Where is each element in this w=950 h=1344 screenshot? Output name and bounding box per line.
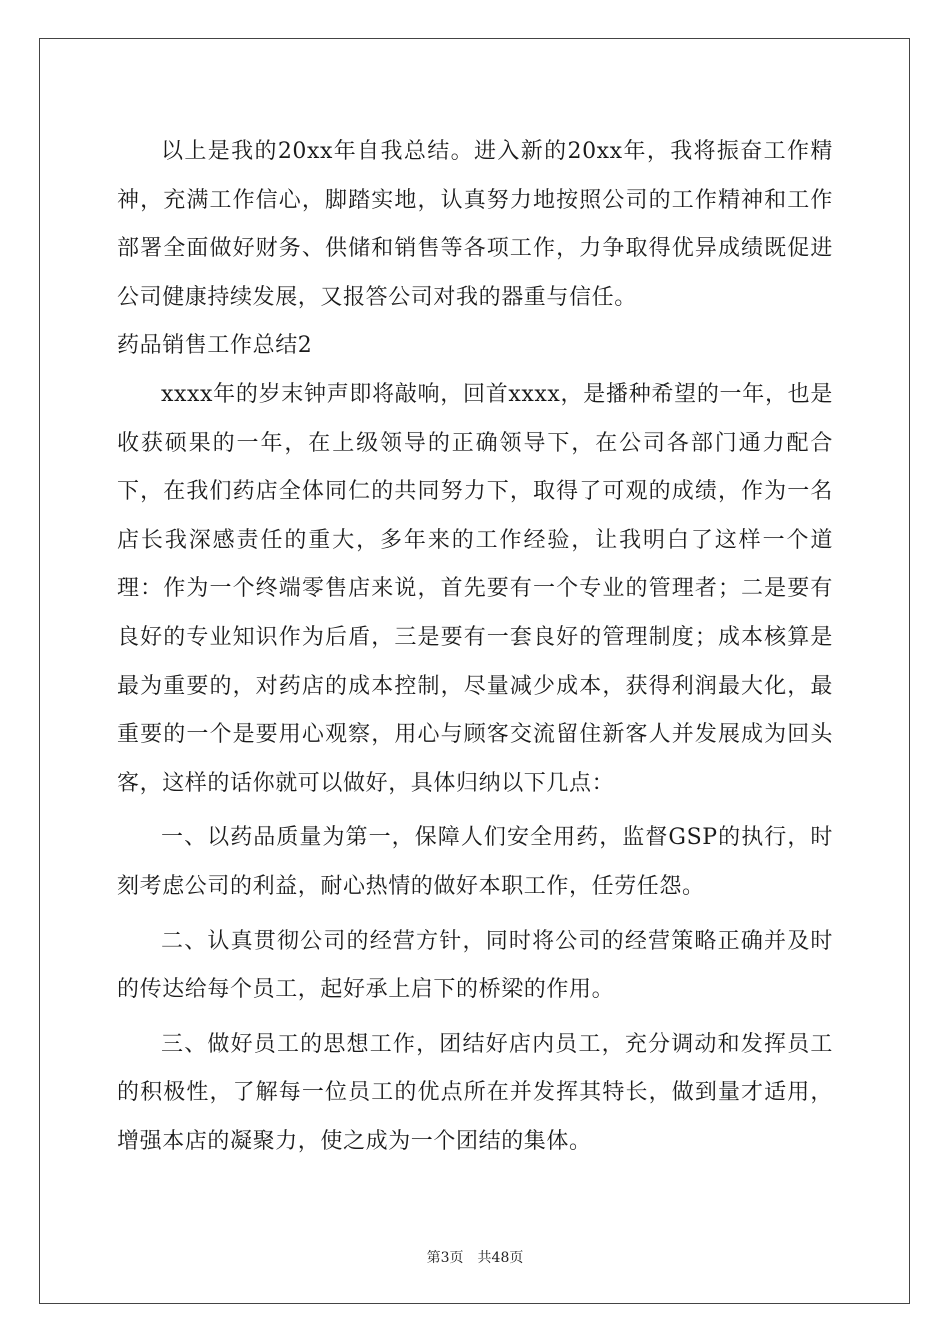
- page-total: 共48页: [477, 1250, 524, 1266]
- paragraph-point-3: 三、做好员工的思想工作，团结好店内员工，充分调动和发挥员工的积极性，了解每一位员工的优点所在并发挥其特长，做到量才适用，增强本店的凝聚力，使之成为一个团结的集体。: [117, 1031, 833, 1154]
- paragraph-point-2: 二、认真贯彻公司的经营方针，同时将公司的经营策略正确并及时的传达给每个员工，起好承上启下的桥梁的作用。: [117, 928, 833, 1003]
- section-heading: 药品销售工作总结2: [117, 333, 313, 359]
- paragraph-point-1: 一、以药品质量为第一，保障人们安全用药，监督GSP的执行，时刻考虑公司的利益，耐心热情的做好本职工作，任劳任怨。: [117, 825, 833, 899]
- paragraph-intro: xxxx年的岁末钟声即将敲响，回首xxxx，是播种希望的一年，也是收获硕果的一年，在上级领导的正确领导下，在公司各部门通力配合下，在我们药店全体同仁的共同努力下，取得了可观的成绩，作为一名店长我深感责任的重大，多年来的工作经验，让我明白了这样一个道理：作为一个终端零售店来说，首先要有一个专业的管理者；二是要有良好的专业知识作为后盾，三是要有一套良好的管理制度；成本核算是最为重要的，对药店的成本控制，尽量减少成本，获得利润最大化，最重要的一个是要用心观察，用心与顾客交流留住新客人并发展成为回头客，这样的话你就可以做好，具体归纳以下几点：: [117, 381, 833, 796]
- document-body: [117, 128, 833, 1166]
- paragraph-summary-conclusion: 以上是我的20xx年自我总结。进入新的20xx年，我将振奋工作精神，充满工作信心，脚踏实地，认真努力地按照公司的工作精神和工作部署全面做好财务、供储和销售等各项工作，力争取得优异成绩既促进公司健康持续发展，又报答公司对我的器重与信任。: [117, 139, 833, 310]
- page-footer: [0, 1247, 950, 1267]
- page-number: 第3页: [426, 1250, 464, 1266]
